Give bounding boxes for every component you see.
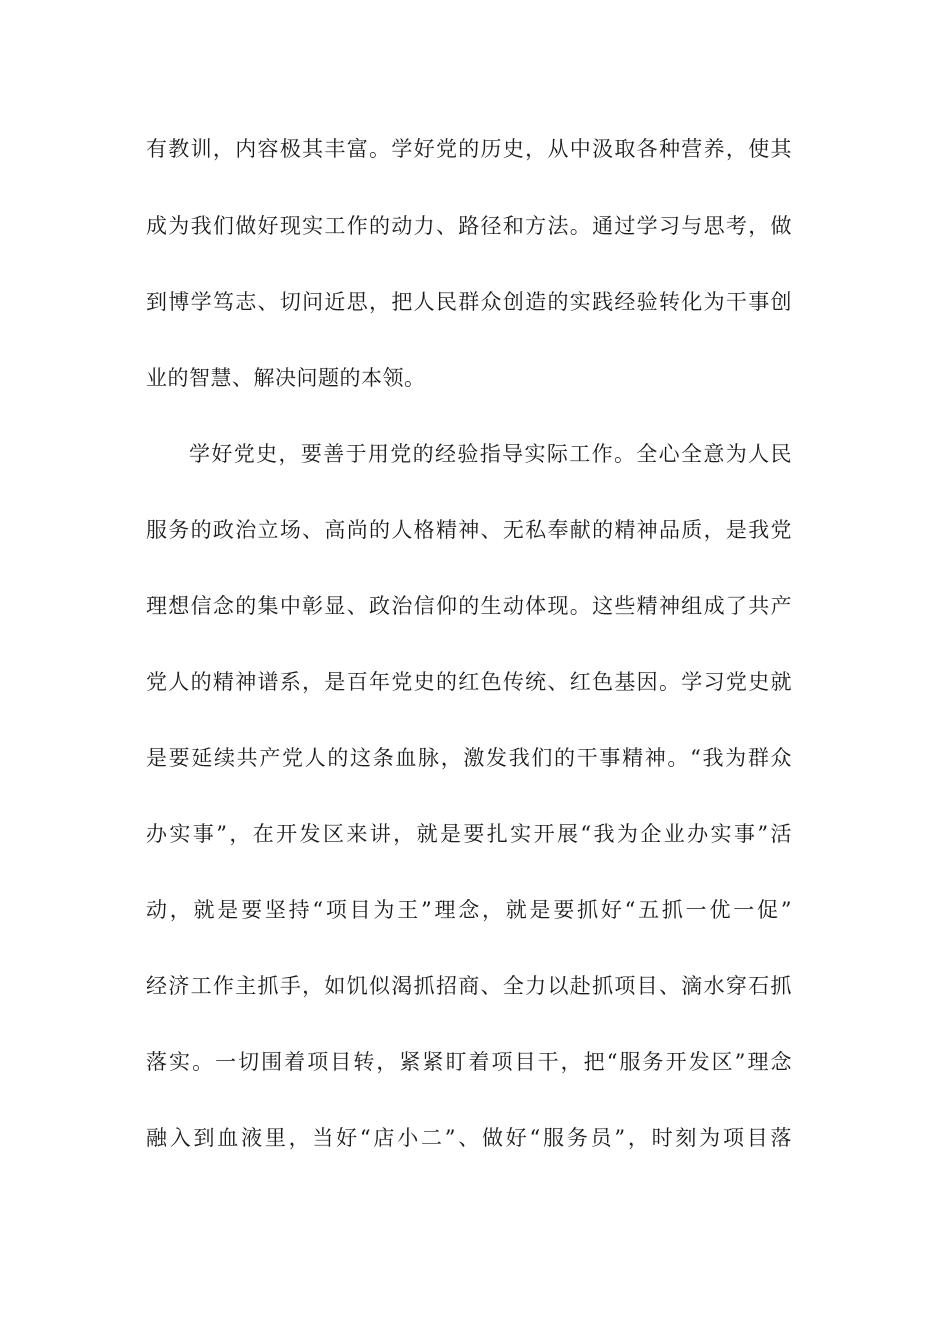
paragraph-first-line: 学好党史，要善于用党的经验指导实际工作。全心全意为人民 [189, 442, 792, 466]
text-line: 党人的精神谱系，是百年党史的红色传统、红色基因。学习党史就 [146, 670, 792, 694]
text-line: 理想信念的集中彰显、政治信仰的生动体现。这些精神组成了共产 [146, 594, 792, 618]
text-line: 动，就是要坚持“项目为王”理念，就是要抓好“五抓一优一促” [146, 898, 792, 922]
text-line: 办实事”，在开发区来讲，就是要扎实开展“我为企业办实事”活 [146, 822, 792, 846]
text-line: 成为我们做好现实工作的动力、路径和方法。通过学习与思考，做 [146, 214, 792, 238]
text-line: 是要延续共产党人的这条血脉，激发我们的干事精神。“我为群众 [146, 746, 792, 770]
text-line: 服务的政治立场、高尚的人格精神、无私奉献的精神品质，是我党 [146, 518, 792, 542]
text-line: 融入到血液里，当好“店小二”、做好“服务员”，时刻为项目落 [146, 1126, 792, 1150]
text-line: 经济工作主抓手，如饥似渴抓招商、全力以赴抓项目、滴水穿石抓 [146, 974, 792, 998]
text-line: 到博学笃志、切问近思，把人民群众创造的实践经验转化为干事创 [146, 290, 792, 314]
text-line: 业的智慧、解决问题的本领。 [146, 366, 426, 390]
text-line: 落实。一切围着项目转，紧紧盯着项目干，把“服务开发区”理念 [146, 1050, 792, 1074]
text-line: 有教训，内容极其丰富。学好党的历史，从中汲取各种营养，使其 [146, 137, 792, 161]
